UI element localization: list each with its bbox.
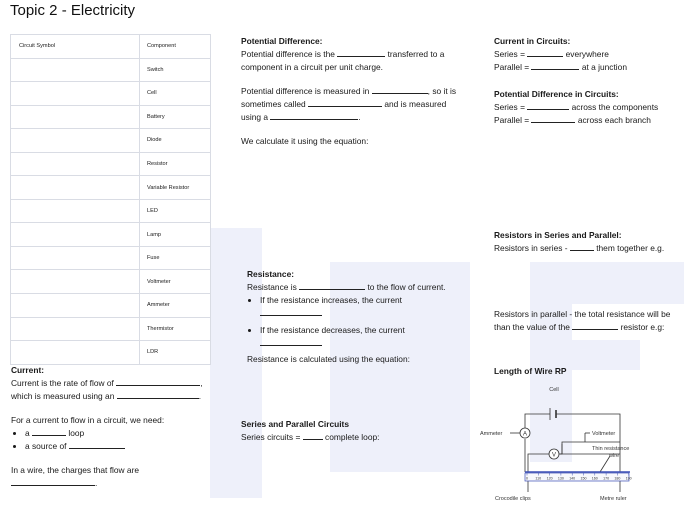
component-cell: Variable Resistor — [140, 176, 211, 200]
component-cell: Battery — [140, 105, 211, 129]
circuit-symbol-table — [10, 34, 211, 365]
text-line: Resistors in parallel - the total resistance will be — [494, 309, 671, 319]
ruler-tick-label: 130 — [557, 476, 564, 481]
component-cell: LDR — [140, 341, 211, 365]
text-line: using a . — [241, 112, 361, 122]
section-heading: Length of Wire RP — [494, 366, 567, 376]
text-line: . — [11, 477, 216, 490]
text-line: Potential difference is measured in , so it is — [241, 86, 457, 96]
current-section — [11, 364, 216, 490]
table-row — [11, 341, 211, 365]
circuit-symbol-cell — [11, 270, 140, 294]
series-parallel-section — [241, 418, 461, 444]
component-cell: Diode — [140, 129, 211, 153]
text-line: Current is the rate of flow of , — [11, 378, 203, 388]
bullet-list — [11, 427, 216, 453]
section-heading: Resistors in Series and Parallel: — [494, 230, 622, 240]
text-line: For a current to flow in a circuit, we need: — [11, 415, 165, 425]
circuit-symbol-cell — [11, 58, 140, 82]
wire-rp-section — [494, 365, 684, 378]
section-heading: Potential Difference: — [241, 36, 323, 46]
pd-in-circuits-section — [494, 88, 684, 127]
section-heading: Current: — [11, 365, 45, 375]
circuit-symbol-cell — [11, 82, 140, 106]
table-header-row — [11, 35, 211, 59]
circuit-symbol-cell — [11, 152, 140, 176]
text-line: Series = across the components — [494, 102, 659, 112]
circuit-symbol-cell — [11, 176, 140, 200]
resistors-section — [494, 229, 684, 255]
component-cell: Switch — [140, 58, 211, 82]
circuit-symbol-cell — [11, 294, 140, 318]
wire-label-line2: wire — [609, 453, 620, 459]
circuit-symbol-cell — [11, 105, 140, 129]
table-row — [11, 105, 211, 129]
wire-label-line1: Thin resistance — [592, 446, 630, 452]
component-cell: Voltmeter — [140, 270, 211, 294]
circuit-symbol-cell — [11, 341, 140, 365]
component-cell: Resistor — [140, 152, 211, 176]
table-row — [11, 199, 211, 223]
text-line: sometimes called and is measured — [241, 99, 447, 109]
table-row — [11, 129, 211, 153]
text-line: Parallel = across each branch — [494, 115, 651, 125]
circuit-symbol-cell — [11, 129, 140, 153]
table-row — [11, 82, 211, 106]
table-row — [11, 58, 211, 82]
svg-text:V: V — [551, 452, 557, 459]
section-heading: Resistance: — [247, 269, 295, 279]
table-row — [11, 152, 211, 176]
section-heading: Series and Parallel Circuits — [241, 419, 349, 429]
text-line: Resistance is to the flow of current. — [247, 282, 446, 292]
circuit-symbol-cell — [11, 246, 140, 270]
component-cell: Ammeter — [140, 294, 211, 318]
voltmeter-label: Voltmeter — [592, 431, 616, 437]
resistance-section — [247, 268, 482, 366]
list-item: • a loop — [25, 427, 216, 440]
list-item: • If the resistance increases, the current — [260, 294, 482, 320]
table-row — [11, 317, 211, 341]
ruler-tick-label: 110 — [535, 476, 542, 481]
ruler-tick-label: 120 — [546, 476, 553, 481]
component-cell: LED — [140, 199, 211, 223]
table-header: Circuit Symbol — [11, 35, 140, 59]
wire-rp-circuit-diagram — [470, 384, 684, 513]
bullet-list — [247, 294, 482, 350]
text-line: Potential difference is the transferred to a — [241, 49, 445, 59]
text-line: Resistance is calculated using the equation: — [247, 354, 410, 364]
ruler-tick-label: 170 — [603, 476, 610, 481]
circuit-symbol-cell — [11, 317, 140, 341]
potential-difference-section — [241, 35, 471, 148]
table-header: Component — [140, 35, 211, 59]
ruler-tick-label: 190 — [625, 476, 632, 481]
crocodile-clips-label: Crocodile clips — [495, 496, 531, 502]
text-line: which is measured using an . — [11, 391, 202, 401]
table-row — [11, 270, 211, 294]
text-line: Parallel = at a junction — [494, 62, 627, 72]
ammeter-label: Ammeter — [480, 431, 503, 437]
list-item: • If the resistance decreases, the current — [260, 324, 482, 350]
table-row — [11, 294, 211, 318]
list-item: • a source of — [25, 440, 216, 453]
component-cell: Lamp — [140, 223, 211, 247]
text-line: We calculate it using the equation: — [241, 136, 369, 146]
page-title: Topic 2 - Electricity — [10, 2, 136, 19]
metre-ruler-label: Metre ruler — [600, 496, 627, 502]
text-line: component in a circuit per unit charge. — [241, 62, 383, 72]
table-row — [11, 246, 211, 270]
circuit-symbol-cell — [11, 223, 140, 247]
resistors-parallel-text — [494, 308, 684, 334]
text-line: In a wire, the charges that flow are — [11, 465, 140, 475]
table-row — [11, 176, 211, 200]
cell-label: Cell — [549, 387, 559, 393]
component-cell: Thermistor — [140, 317, 211, 341]
component-cell: Cell — [140, 82, 211, 106]
section-heading: Current in Circuits: — [494, 36, 571, 46]
circuit-symbol-cell — [11, 199, 140, 223]
section-heading: Potential Difference in Circuits: — [494, 89, 619, 99]
table-row — [11, 223, 211, 247]
current-in-circuits-section — [494, 35, 684, 74]
text-line: than the value of the resistor e.g: — [494, 322, 665, 332]
ruler-tick-label: 150 — [580, 476, 587, 481]
text-line: Series = everywhere — [494, 49, 609, 59]
ruler-tick-label: 140 — [569, 476, 576, 481]
ruler-tick-label: 180 — [614, 476, 621, 481]
ruler-tick-label: 160 — [591, 476, 598, 481]
component-cell: Fuse — [140, 246, 211, 270]
text-line: Resistors in series - them together e.g. — [494, 243, 665, 253]
ruler-tick-label: 0 — [526, 476, 528, 481]
text-line: Series circuits = complete loop: — [241, 432, 380, 442]
svg-text:A: A — [522, 431, 528, 438]
